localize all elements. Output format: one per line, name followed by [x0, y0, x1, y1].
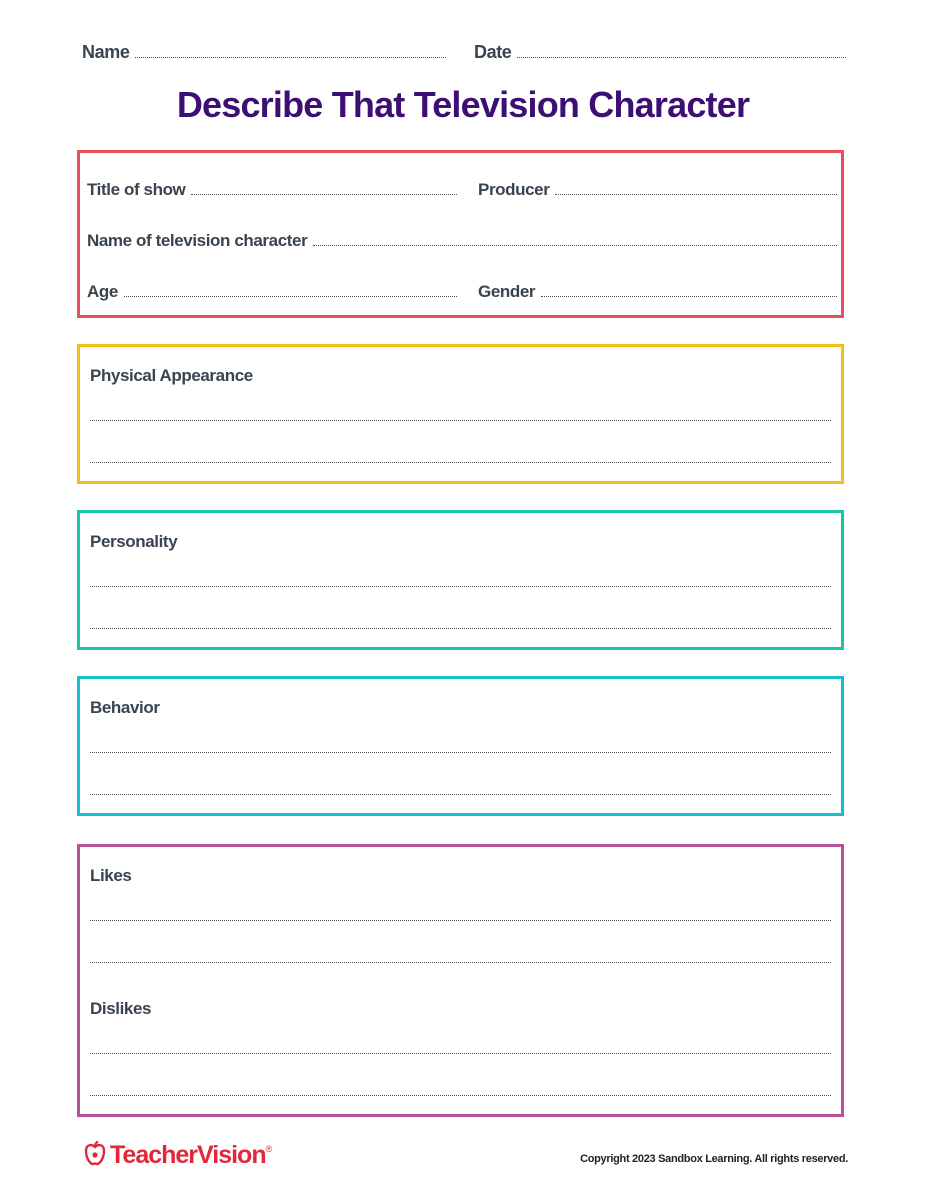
- likes-dislikes-box: [77, 844, 844, 1117]
- gender-line: [541, 296, 837, 297]
- age-field[interactable]: [87, 282, 457, 302]
- answer-line[interactable]: [90, 586, 831, 587]
- answer-line[interactable]: [90, 628, 831, 629]
- answer-line[interactable]: [90, 420, 831, 421]
- logo-trademark: ®: [265, 1144, 273, 1154]
- answer-line[interactable]: [90, 752, 831, 753]
- character-name-field[interactable]: [87, 231, 837, 251]
- page-title: Describe That Television Character: [176, 84, 750, 125]
- answer-line[interactable]: [90, 920, 831, 921]
- character-name-label: Name of television character: [87, 231, 308, 250]
- gender-label: Gender: [478, 282, 536, 301]
- producer-field[interactable]: [478, 180, 837, 200]
- answer-line[interactable]: [90, 794, 831, 795]
- character-name-line: [313, 245, 837, 246]
- behavior-label: Behavior: [90, 698, 160, 717]
- likes-label: Likes: [90, 866, 132, 885]
- producer-label: Producer: [478, 180, 550, 199]
- title-of-show-label: Title of show: [87, 180, 186, 199]
- date-label: Date: [474, 42, 512, 62]
- age-label: Age: [87, 282, 118, 301]
- name-label: Name: [82, 42, 130, 62]
- physical-appearance-label: Physical Appearance: [90, 366, 253, 385]
- producer-line: [555, 194, 837, 195]
- teachervision-logo: [84, 1140, 272, 1171]
- age-line: [124, 296, 457, 297]
- title-of-show-line: [191, 194, 457, 195]
- gender-field[interactable]: [478, 282, 837, 302]
- date-line: [517, 57, 846, 58]
- copyright-text: Copyright 2023 Sandbox Learning. All rights reserved.: [580, 1153, 848, 1165]
- apple-icon: [84, 1140, 106, 1171]
- logo-text: TeacherVision: [110, 1141, 266, 1169]
- physical-appearance-box: [77, 344, 844, 484]
- answer-line[interactable]: [90, 462, 831, 463]
- answer-line[interactable]: [90, 1053, 831, 1054]
- behavior-box: [77, 676, 844, 816]
- date-field[interactable]: [474, 42, 846, 63]
- answer-line[interactable]: [90, 962, 831, 963]
- personality-box: [77, 510, 844, 650]
- name-line: [135, 57, 446, 58]
- personality-label: Personality: [90, 532, 178, 551]
- title-of-show-field[interactable]: [87, 180, 457, 200]
- answer-line[interactable]: [90, 1095, 831, 1096]
- info-box: [77, 150, 844, 318]
- name-field[interactable]: [82, 42, 446, 63]
- dislikes-label: Dislikes: [90, 999, 152, 1018]
